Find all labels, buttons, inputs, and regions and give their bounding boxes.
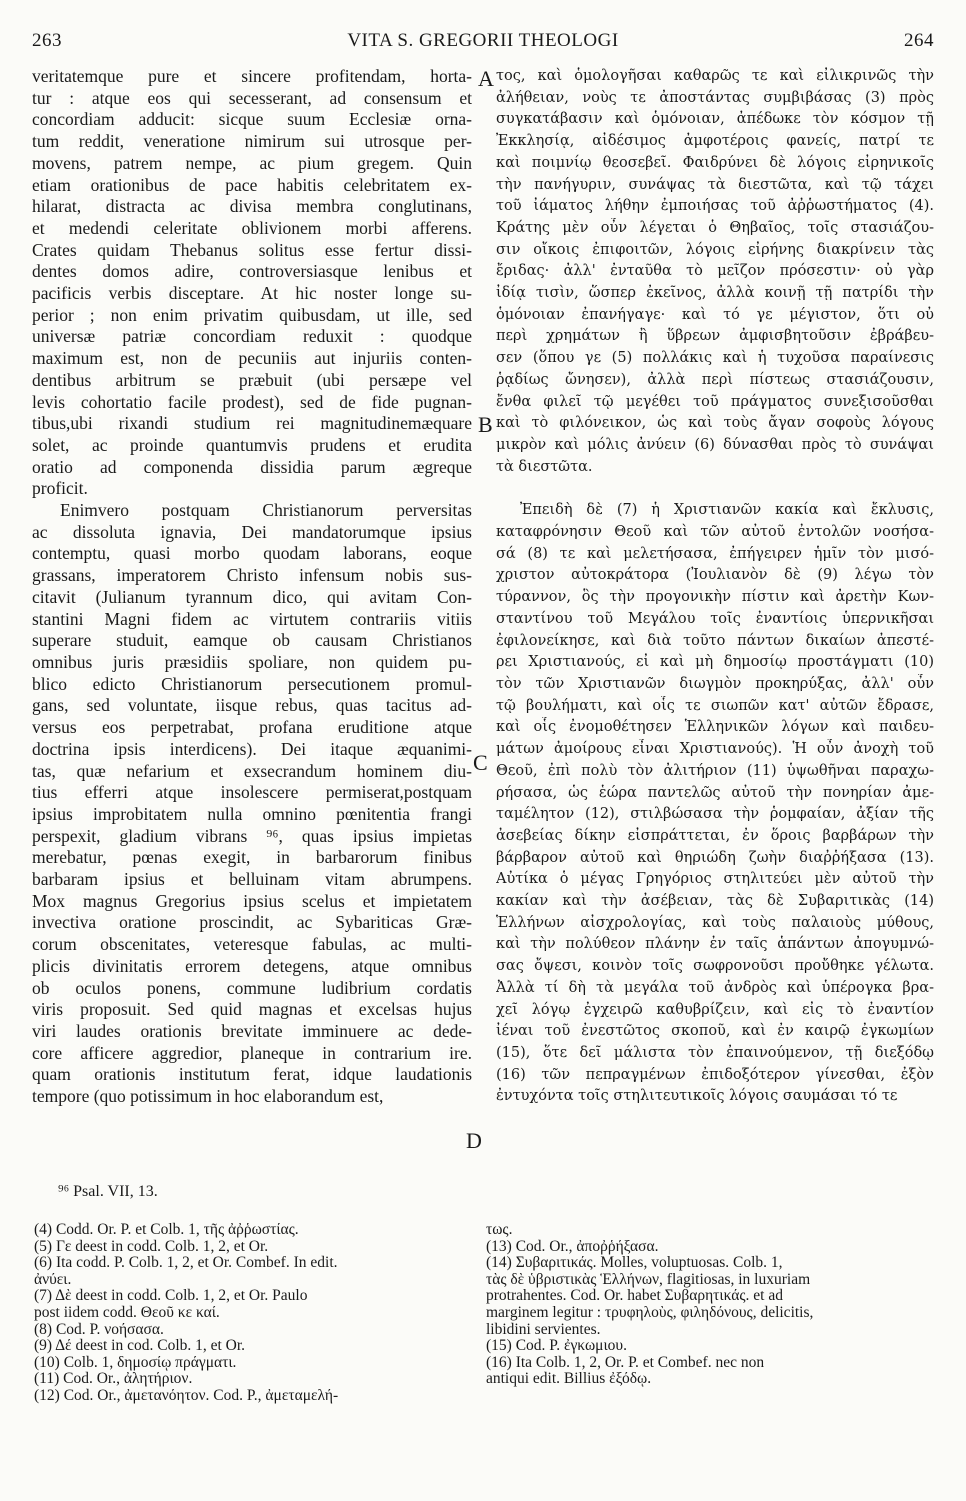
text-line: σά (8) τε καὶ μελετήσασα, ἐπήγειρεν ἡμῖν τὸν μισό- bbox=[496, 545, 934, 562]
note-line: ἀνύει. bbox=[34, 1271, 72, 1288]
latin-column bbox=[32, 66, 472, 1108]
text-line: stantini Magni fidem ac virtutem contrariis vitiis bbox=[32, 608, 472, 629]
text-line: καὶ τὴν πολύθεον πλάνην ἐν ταῖς ἁπάντων ἀπογυμνώ- bbox=[496, 936, 934, 953]
text-line: barbaram ipsius et belluinam vitam abrumpens. bbox=[32, 869, 472, 890]
text-line: tur : atque eos qui secesserant, ad consensum et bbox=[32, 87, 472, 108]
text-line: ῥᾳδίως ὤνησεν), ἀλλὰ περὶ πίστεως στασιάζουσιν, bbox=[496, 371, 934, 388]
text-line: σας ὄψεσι, κοινὸν τοῖς σωφρονοῦσι προὔθηκε γέλωτα. bbox=[496, 958, 934, 975]
text-line: tius efferri atque insolescere permiserat,postquam bbox=[32, 782, 472, 803]
text-line: corum obscenitates, veteresque fabulas, ac multi- bbox=[32, 934, 472, 955]
note-line: post iidem codd. Θεοῦ κε καί. bbox=[34, 1304, 220, 1321]
note-line: (12) Cod. Or., ἀμετανόητον. Cod. P., ἀμεταμελή- bbox=[34, 1387, 339, 1404]
text-line: merebatur, pœnas exegit, in barbarorum finibus bbox=[32, 847, 472, 868]
text-line: Ἐκκλησίᾳ, αἰδέσιμος ἀμφοτέροις φανείς, πατρί τε bbox=[496, 133, 934, 150]
variant-notes-right bbox=[486, 1222, 934, 1388]
text-line: versus eos perpetrabat, profana eruditione atque bbox=[32, 717, 472, 738]
variant-notes-left bbox=[34, 1222, 474, 1405]
note-line: (10) Colb. 1, δημοσίῳ πράγματι. bbox=[34, 1354, 237, 1371]
text-line: etiam orationibus de pace habitis celebritatem ex- bbox=[32, 174, 472, 195]
note-line: (16) Ita Colb. 1, 2, Or. P. et Combef. nec non bbox=[486, 1354, 765, 1371]
text-line: doctrina ipsis interdicens). Dei itaque æquanimi- bbox=[32, 738, 472, 759]
text-line: τύραννον, ὃς τὴν προγονικὴν πίστιν καὶ ἀρετὴν Κων- bbox=[496, 589, 934, 606]
text-line: plicis divinitatis errorem detegens, atque omnibus bbox=[32, 955, 472, 976]
left-page-number: 263 bbox=[32, 30, 62, 51]
text-line: χριστον αὐτοκράτορα (Ἰουλιανὸν δὲ (9) λέγω τὸν bbox=[496, 567, 934, 584]
text-line: concordiam adducit: sicque suum Ecclesiæ orna- bbox=[32, 109, 472, 130]
text-line: καὶ οἷς ἐνομοθέτησεν Ἑλληνικῶν λόγων καὶ παιδευ- bbox=[496, 719, 934, 736]
note-line: (9) Δέ deest in cod. Colb. 1, et Or. bbox=[34, 1338, 246, 1355]
text-line: ἐφιλονείκησε, καὶ διὰ τοῦτο πάντων δικαίων ἀπεστέ- bbox=[496, 632, 934, 649]
text-line: ὁμόνοιαν ἐπανήγαγε· καὶ τό γε μέγιστον, ὅτι οὐ bbox=[496, 306, 934, 323]
text-line: omnibus juris præsidiis spoliare, non quidem pu- bbox=[32, 651, 472, 672]
note-line: (15) Cod. P. ἐγκωμιου. bbox=[486, 1338, 627, 1355]
text-line: ἀλήθειαν, νοὺς τε ἀποστάντας συμβιβάσας (3) πρὸς bbox=[496, 89, 934, 106]
note-line: (11) Cod. Or., ἀλητήριον. bbox=[34, 1371, 193, 1388]
text-line: ρει Χριστιανούς, εἰ καὶ μὴ δημοσίῳ προστάγματι (10) bbox=[496, 654, 934, 671]
margin-marker-a: A bbox=[478, 66, 494, 91]
text-line: superare studuit, eamque ob causam Christianos bbox=[32, 630, 472, 651]
text-line: Θεοῦ, ἐπὶ πολὺ τὸν ἀλιτήριον (11) ὑψωθῆναι παραχω- bbox=[496, 762, 934, 779]
note-line: (5) Γε deest in codd. Colb. 1, 2, et Or. bbox=[34, 1238, 269, 1255]
note-line: (4) Codd. Or. P. et Colb. 1, τῆς ἀῤῥωστίας. bbox=[34, 1222, 299, 1238]
text-line: σεν (ὅπου γε (5) πολλάκις καὶ ἡ τυχοῦσα παραίνεσις bbox=[496, 350, 934, 367]
text-line: τὸν τῶν Χριστιανῶν διωγμὸν προκηρύξας, ἀλλ' οὖν bbox=[496, 675, 934, 692]
text-line: Crates quidam Thebanus solitus esse fertur dissi- bbox=[32, 239, 472, 260]
note-line: (14) Συβαριτικάς. Molles, voluptuosas. Colb. 1, bbox=[486, 1255, 783, 1272]
text-line: Ἐπειδὴ δὲ (7) ἡ Χριστιανῶν κακία καὶ ἔκλυσις, bbox=[520, 502, 934, 519]
note-line: libidini servientes. bbox=[486, 1321, 601, 1338]
text-line: tibus,ubi rixandi studium rei magnitudinemæquare bbox=[32, 413, 472, 434]
text-line: βάρβαρον αὐτοῦ καὶ θηριώδη ζωὴν διαῤῥήξασα (13). bbox=[496, 849, 934, 866]
margin-marker-b: B bbox=[478, 412, 493, 437]
text-line: καταφρόνησιν Θεοῦ καὶ τῶν αὐτοῦ ἐντολῶν νοσήσα- bbox=[496, 524, 934, 541]
text-line: dentes domos adire, controversiasque lenibus et bbox=[32, 261, 472, 282]
text-line: (15), ὅτε δεῖ μάλιστα τὸν ἐπαινούμενον, τῇ διεξόδῳ bbox=[496, 1044, 934, 1061]
text-line: grassans, imperatorem Christo infensum nobis sus- bbox=[32, 565, 472, 586]
page-header bbox=[32, 30, 934, 60]
note-line: antiqui edit. Billius ἐξόδῳ. bbox=[486, 1371, 652, 1388]
text-line: hilarat, distracta ac divisa membra conglutinans, bbox=[32, 196, 472, 217]
right-page-number: 264 bbox=[904, 30, 934, 51]
text-line: τὰ διεστῶτα. bbox=[496, 458, 593, 475]
note-line: (6) Ita codd. P. Colb. 1, 2, et Or. Combef. In edit. bbox=[34, 1255, 338, 1272]
margin-marker-d: D bbox=[466, 1128, 482, 1153]
text-line: μικρὸν καὶ μόλις ἀνύειν (6) δύνασθαι πρὸς τὸ συνάψαι bbox=[496, 436, 934, 453]
text-line: et medendi celeritate oblivionem morbi afferens. bbox=[32, 217, 472, 238]
text-line: dentibus arbitrum se præbuit (ubi persæpe vel bbox=[32, 369, 472, 390]
text-line: levis cohortatio facile prodest), sed de fide pugnan- bbox=[32, 391, 472, 412]
text-line: συγκατάβασιν καὶ ὁμόνοιαν, ἀπέδωκε τὸν κόσμον τῇ bbox=[496, 111, 934, 128]
text-line: tas, quæ nefarium et exsecrandum hominem diu- bbox=[32, 760, 472, 781]
text-line: ἐντυχόντα τοῖς στηλιτευτικοῖς λόγοις σαυμάσαι τό τε bbox=[496, 1088, 898, 1105]
text-line: perior ; non enim privatim quibusdam, ut ille, sed bbox=[32, 304, 472, 325]
text-line: ac dissoluta ignavia, Dei mandatorumque ipsius bbox=[32, 521, 472, 542]
note-line: (13) Cod. Or., ἀποῤῥήξασα. bbox=[486, 1238, 659, 1255]
text-line: ρήσασα, ὡς ἑώρα παντελῶς αὐτοῦ τὴν πονηρίαν ἀμε- bbox=[496, 784, 934, 801]
text-line: τὴν πανήγυριν, συνάψας τὰ διεστῶτα, καὶ τῷ τάχει bbox=[496, 176, 934, 193]
text-line: Ἀλλὰ τί δὴ τὰ μεγάλα τοῦ ἀνδρὸς καὶ ὑπέρογκα βρα- bbox=[496, 979, 934, 996]
text-line: Αὐτίκα ὁ μέγας Γρηγόριος στηλιτεύει μὲν αὐτοῦ τὴν bbox=[496, 871, 934, 888]
text-line: Κράτης μὲν οὖν λέγεται ὁ Θηβαῖος, τοῖς στασιάζου- bbox=[496, 219, 934, 236]
text-line: ἰέναι τοῦ ἐνεστῶτος σκοποῦ, καὶ ἐν καιρῷ ἐγκωμίων bbox=[496, 1023, 934, 1040]
text-line: viris proposuit. Sed quid magnas et excelsas hujus bbox=[32, 999, 472, 1020]
note-line: τὰς δὲ ὑβριστικὰς Ἑλλήνων, flagitiosas, in luxuriam bbox=[486, 1271, 811, 1288]
text-line: τοῦ ἰάματος λήθην ἐμποιήσας τοῦ ἀῤῥωστήματος (4). bbox=[496, 198, 934, 215]
text-line: σταντίνου τοῦ Μεγάλου τοῖς ἐναντίοις ὑπερνικῆσαι bbox=[496, 610, 934, 627]
text-line: tempore (quo potissimum in hoc elaborandum est, bbox=[32, 1086, 384, 1107]
note-line: marginem legitur : τρυφηλοὺς, φιληδόνους, delicitis, bbox=[486, 1304, 814, 1321]
text-line: σιν οἴκοις ἐπιφοιτῶν, λόγοις εἰρήνης διακρίνειν τὰς bbox=[496, 241, 934, 258]
note-line: (8) Cod. P. νοήσασα. bbox=[34, 1321, 164, 1338]
text-line: pacificis verbis disceptare. At hic noster longe su- bbox=[32, 283, 472, 304]
text-line: contemptu, quasi morbo quodam laborans, eoque bbox=[32, 543, 472, 564]
text-line: καὶ τὸ φιλόνεικον, ὡς καὶ τοὺς ἄγαν σοφοὺς λόγους bbox=[496, 415, 934, 432]
text-line: ταμέλητον (12), στιλβώσασα τὴν ῥομφαίαν, ἀξίαν τῆς bbox=[496, 806, 934, 823]
text-line: ἰδίᾳ τισὶν, ὥσπερ ἐκεῖνος, ἀλλὰ κοινῇ τῇ πατρίδι τὴν bbox=[496, 285, 934, 302]
text-line: universæ patriæ concordiam reduxit : quodque bbox=[32, 326, 472, 347]
margin-marker-c: C bbox=[473, 750, 488, 775]
text-line: movens, patrem nempe, ac pium gregem. Quin bbox=[32, 152, 472, 173]
text-line: viri laudes orationis brevitate imminuere ac dede- bbox=[32, 1020, 472, 1041]
text-line: ἔριδας· ἀλλ' ἐνταῦθα τὸ μεῖζον πρόσεστιν· οὐ γὰρ bbox=[496, 263, 934, 280]
text-line: core afficere aggredior, planeque in contrarium ire. bbox=[32, 1042, 472, 1063]
text-line: ob oculos ponens, commune ludibrium cordatis bbox=[32, 977, 472, 998]
text-line: quam orationis institutum ferat, idque laudationis bbox=[32, 1064, 472, 1085]
note-line: τως. bbox=[486, 1222, 513, 1238]
text-line: (16) τῶν πεπραγμένων ἐπιδοξότερον γίνεσθαι, ἐξὸν bbox=[496, 1066, 934, 1083]
text-line: solet, ac proinde quantumvis prudens et erudita bbox=[32, 434, 472, 455]
text-line: ἔνθα φιλεῖ τῷ μεγέθει τοῦ πράγματος συνεξισοῦσθαι bbox=[496, 393, 934, 410]
note-line: (7) Δὲ deest in codd. Colb. 1, 2, et Or. Paulo bbox=[34, 1288, 308, 1305]
text-line: ipsius improbitatem nulla omnino pœnitentia frangi bbox=[32, 803, 472, 824]
text-line: Mox magnus Gregorius ipsius scelus et impietatem bbox=[32, 890, 472, 911]
text-line: Ἑλλήνων αἰσχρολογίας, καὶ τοὺς παλαιοὺς μύθους, bbox=[496, 914, 934, 931]
text-line: περὶ χρημάτων ἢ ὕβρεων ἀμφισβητοῦσιν ἐβράβευ- bbox=[496, 328, 934, 345]
text-line: tum reddit, veneratione nimirum sui utrosque per- bbox=[32, 131, 472, 152]
text-line: χεῖ λόγῳ ἐγχειρῶ καθυβρίζειν, καὶ εἰς τὸ ἐναντίον bbox=[496, 1001, 934, 1018]
text-line: perspexit, gladium vibrans ⁹⁶, quas ipsius impietas bbox=[32, 825, 472, 846]
text-line: blico edicto Christianorum persecutionem promul- bbox=[32, 673, 472, 694]
text-line: citavit (Julianum tyrannum dico, qui avitam Con- bbox=[32, 586, 472, 607]
text-line: καὶ ποιμνίῳ θεοσεβεῖ. Φαιδρύνει δὲ λόγοις εἰρηνικοῖς bbox=[496, 154, 934, 171]
note-line: protrahentes. Cod. Or. habet Συβαρητικάς. et ad bbox=[486, 1288, 783, 1305]
text-line: τος, καὶ ὁμολογῆσαι καθαρῶς τε καὶ εἰλικρινῶς τὴν bbox=[496, 68, 934, 84]
text-line: τῷ βουλήματι, καὶ οἷς τε σιωπῶν κατ' αὐτῶν ἔδρασε, bbox=[496, 697, 934, 714]
text-line: μάτων ἀμοίρους εἶναι Χριστιανούς). Ἡ οὖν ἀνοχὴ τοῦ bbox=[496, 741, 934, 758]
text-line: invectiva oratione proscindit, ac Sybariticas Græ- bbox=[32, 912, 472, 933]
text-line: oratio ad componenda dissidia parum ægreque bbox=[32, 456, 472, 477]
text-line: κακίαν καὶ τὴν ἀσέβειαν, τὰς δὲ Συβαριτικὰς (14) bbox=[496, 893, 934, 910]
text-line: Enimvero postquam Christianorum perversitas bbox=[60, 500, 472, 521]
text-line: veritatemque pure et sincere profitendam, horta- bbox=[32, 66, 472, 86]
greek-column bbox=[496, 66, 934, 1108]
text-line: gans, sed voluntate, iisque rebus, quas tacitus ad- bbox=[32, 695, 472, 716]
text-line: ἀσεβείας δίκην εἰσπράττεται, ἐν ὅροις βαρβάρων τὴν bbox=[496, 827, 934, 844]
text-line: proficit. bbox=[32, 478, 88, 499]
running-title: VITA S. GREGORII THEOLOGI bbox=[347, 30, 619, 51]
footnote-96: ⁹⁶ Psal. VII, 13. bbox=[58, 1183, 158, 1200]
text-line: maximum est, non de pecuniis aut injuriis conten- bbox=[32, 348, 472, 369]
